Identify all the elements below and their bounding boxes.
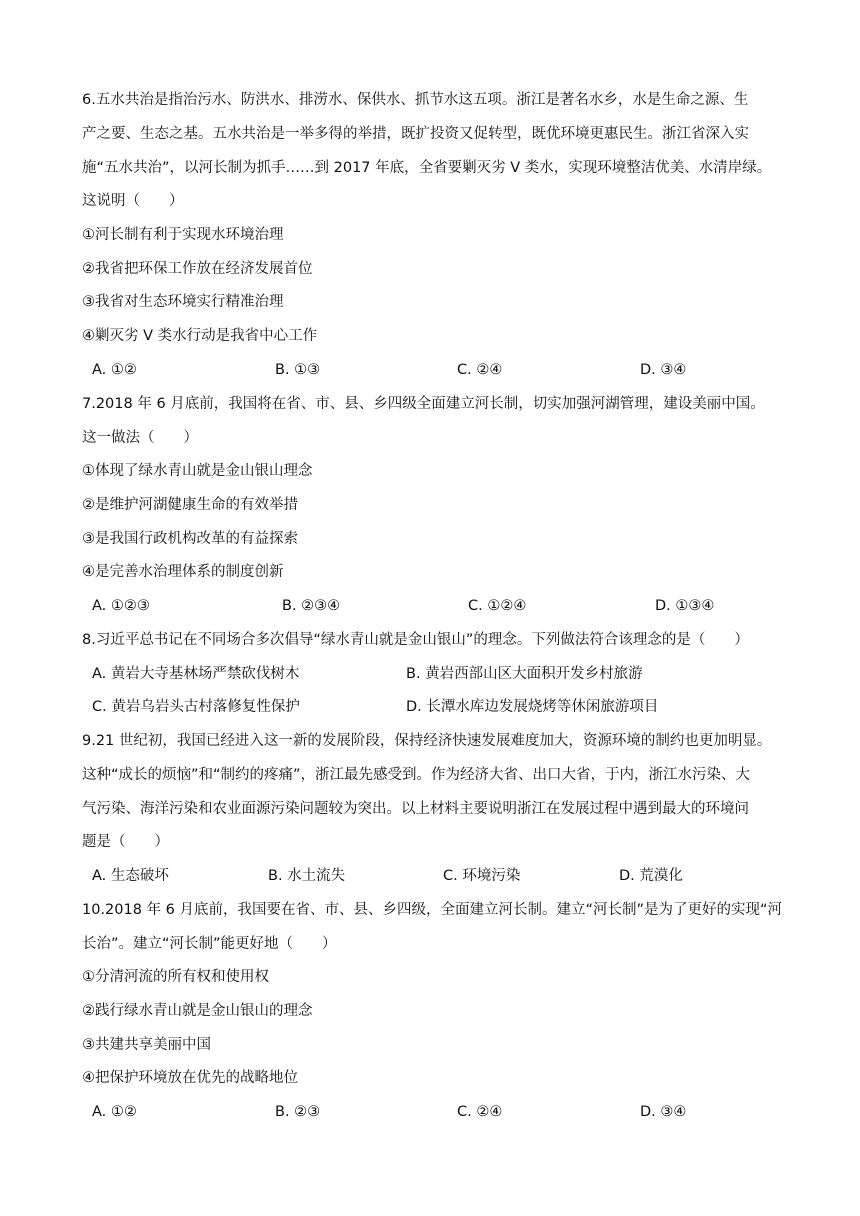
question-6-item-1: ①河长制有利于实现水环境治理 xyxy=(82,227,284,243)
question-8-option-c[interactable]: C. 黄岩乌岩头古村落修复性保护 xyxy=(92,699,300,715)
question-10-options xyxy=(92,1102,792,1122)
question-6-option-c[interactable]: C. ②④ xyxy=(457,362,503,378)
question-10-stem-line-2: 长治”。建立“河长制”能更好地（ ） xyxy=(82,936,337,952)
question-8-options-row-2 xyxy=(92,697,792,717)
question-9-option-c[interactable]: C. 环境污染 xyxy=(443,868,521,884)
question-10-item-4: ④把保护环境放在优先的战略地位 xyxy=(82,1070,298,1086)
question-9-options xyxy=(92,866,792,886)
question-7-stem-line-1: 7.2018 年 6 月底前，我国将在省、市、县、乡四级全面建立河长制，切实加强河湖管理，建设美丽中国。 xyxy=(82,396,765,412)
question-8-option-d[interactable]: D. 长潭水库边发展烧烤等休闲旅游项目 xyxy=(406,699,659,715)
question-10-item-1: ①分清河流的所有权和使用权 xyxy=(82,969,269,985)
question-9-option-d[interactable]: D. 荒漠化 xyxy=(619,868,683,884)
question-6-option-d[interactable]: D. ③④ xyxy=(640,362,687,378)
question-7-option-c[interactable]: C. ①②④ xyxy=(468,598,527,614)
question-7-stem-line-2: 这一做法（ ） xyxy=(82,430,198,446)
question-7-item-3: ③是我国行政机构改革的有益探索 xyxy=(82,531,298,547)
question-10-item-2: ②践行绿水青山就是金山银山的理念 xyxy=(82,1003,313,1019)
question-10-option-a[interactable]: A. ①② xyxy=(92,1104,137,1120)
question-9-stem-line-4: 题是（ ） xyxy=(82,834,169,850)
question-7-option-d[interactable]: D. ①③④ xyxy=(655,598,715,614)
question-6-stem-line-4: 这说明（ ） xyxy=(82,193,184,209)
question-10-option-b[interactable]: B. ②③ xyxy=(275,1104,321,1120)
question-8-option-b[interactable]: B. 黄岩西部山区大面积开发乡村旅游 xyxy=(406,666,643,682)
question-6-item-2: ②我省把环保工作放在经济发展首位 xyxy=(82,261,313,277)
question-7-item-1: ①体现了绿水青山就是金山银山理念 xyxy=(82,463,313,479)
question-6-item-4: ④剿灭劣 V 类水行动是我省中心工作 xyxy=(82,328,318,344)
question-6-stem-line-1: 6.五水共治是指治污水、防洪水、排涝水、保供水、抓节水这五项。浙江是著名水乡，水是生命之源、生 xyxy=(82,92,749,108)
question-8-option-a[interactable]: A. 黄岩大寺基林场严禁砍伐树木 xyxy=(92,666,300,682)
question-9-option-b[interactable]: B. 水土流失 xyxy=(268,868,346,884)
question-6-option-a[interactable]: A. ①② xyxy=(92,362,137,378)
question-6-option-b[interactable]: B. ①③ xyxy=(275,362,321,378)
question-8-options-row-1 xyxy=(92,664,792,684)
question-7-item-4: ④是完善水治理体系的制度创新 xyxy=(82,564,284,580)
question-7-item-2: ②是维护河湖健康生命的有效举措 xyxy=(82,497,298,513)
question-9-stem-line-1: 9.21 世纪初，我国已经进入这一新的发展阶段，保持经济快速发展难度加大，资源环境的制约也更加明显。 xyxy=(82,733,772,749)
question-6-stem-line-3: 施“五水共治”，以河长制为抓手……到 2017 年底，全省要剿灭劣 V 类水，实现环境整洁优美、水清岸绿。 xyxy=(82,160,772,176)
question-7-option-b[interactable]: B. ②③④ xyxy=(282,598,341,614)
question-7-options xyxy=(92,596,792,616)
question-10-option-d[interactable]: D. ③④ xyxy=(640,1104,687,1120)
question-6-options xyxy=(92,360,792,380)
question-8-stem-line-1: 8.习近平总书记在不同场合多次倡导“绿水青山就是金山银山”的理念。下列做法符合该理念的是（ ） xyxy=(82,632,749,648)
question-7-option-a[interactable]: A. ①②③ xyxy=(92,598,150,614)
question-9-option-a[interactable]: A. 生态破坏 xyxy=(92,868,169,884)
question-9-stem-line-3: 气污染、海洋污染和农业面源污染问题较为突出。以上材料主要说明浙江在发展过程中遇到最大的环境问 xyxy=(82,801,749,817)
question-10-item-3: ③共建共享美丽中国 xyxy=(82,1037,211,1053)
question-6-stem-line-2: 产之要、生态之基。五水共治是一举多得的举措，既扩投资又促转型，既优环境更惠民生。浙江省深入实 xyxy=(82,126,749,142)
question-9-stem-line-2: 这种“成长的烦恼”和“制约的疼痛”，浙江最先感受到。作为经济大省、出口大省，于内，浙江水污染、大 xyxy=(82,767,751,783)
question-6-item-3: ③我省对生态环境实行精准治理 xyxy=(82,294,284,310)
question-10-option-c[interactable]: C. ②④ xyxy=(457,1104,503,1120)
question-10-stem-line-1: 10.2018 年 6 月底前，我国要在省、市、县、乡四级，全面建立河长制。建立“河长制”是为了更好的实现“河 xyxy=(82,902,783,918)
